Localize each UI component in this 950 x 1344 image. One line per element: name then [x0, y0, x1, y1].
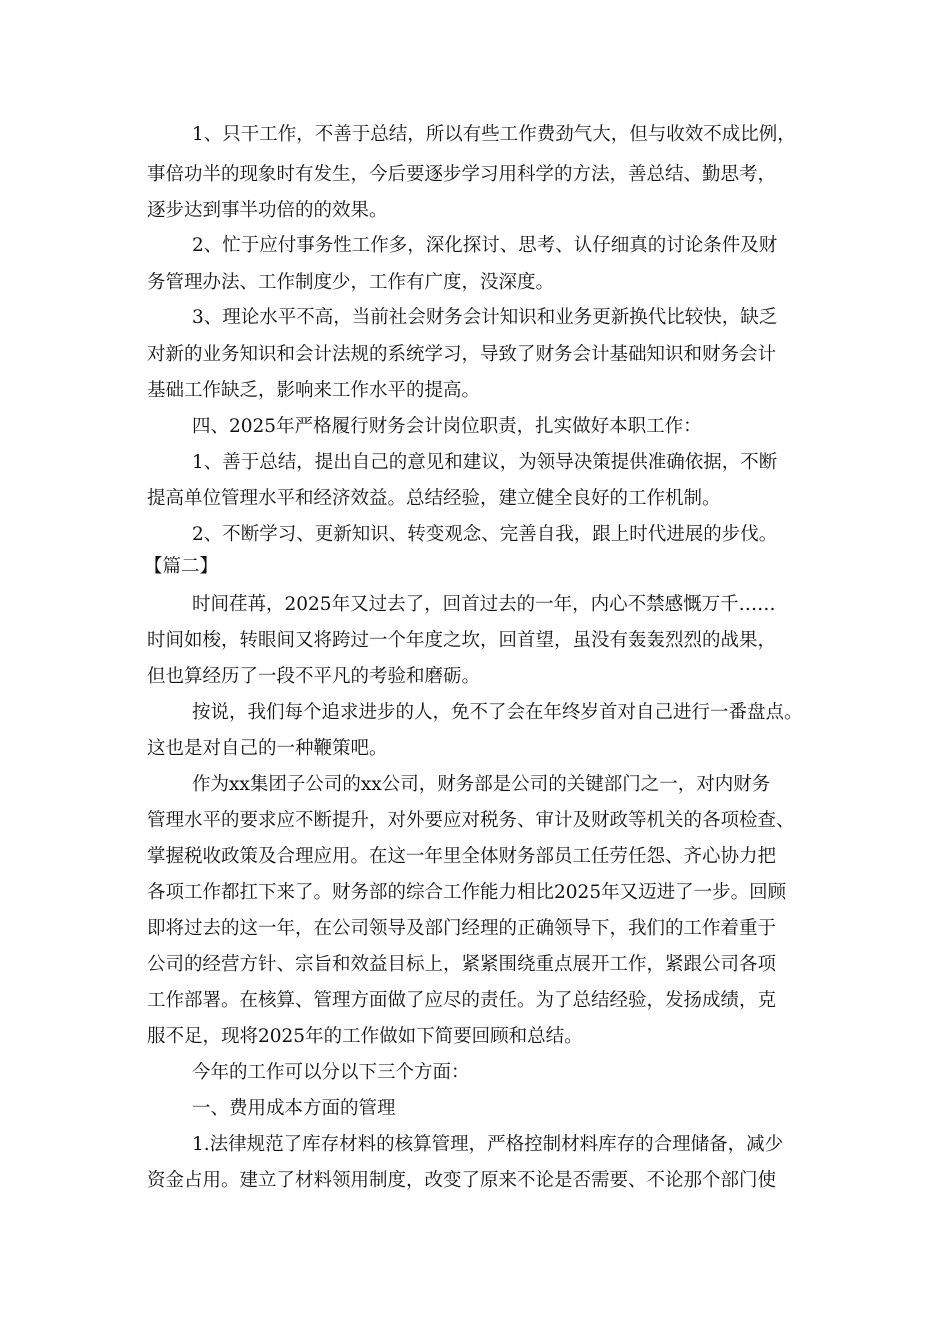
- text-line: 务管理办法、工作制度少，工作有广度，没深度。: [147, 272, 555, 293]
- text-line: 公司的经营方针、宗旨和效益目标上，紧紧围绕重点展开工作，紧跟公司各项: [147, 954, 777, 975]
- text-line: 1、只干工作，不善于总结，所以有些工作费劲气大，但与收效不成比例，: [192, 124, 796, 145]
- text-line: 各项工作都扛下来了。财务部的综合工作能力相比2025年又迈进了一步。回顾: [147, 882, 787, 903]
- text-line: 这也是对自己的一种鞭策吧。: [147, 738, 388, 759]
- text-line: 掌握税收政策及合理应用。在这一年里全体财务部员工任劳任怨、齐心协力把: [147, 846, 777, 867]
- text-line: 今年的工作可以分以下三个方面：: [192, 1062, 470, 1083]
- text-line: 即将过去的这一年，在公司领导及部门经理的正确领导下，我们的工作着重于: [147, 918, 777, 939]
- part-heading: 【篇二】: [144, 556, 219, 577]
- text-line: 事倍功半的现象时有发生，今后要逐步学习用科学的方法，善总结、勤思考，: [147, 164, 777, 185]
- text-line: 作为xx集团子公司的xx公司，财务部是公司的关键部门之一，对内财务: [192, 774, 771, 795]
- section-heading: 四、2025年严格履行财务会计岗位职责，扎实做好本职工作：: [192, 416, 702, 437]
- text-line: 基础工作缺乏，影响来工作水平的提高。: [147, 380, 481, 401]
- text-line: 2、不断学习、更新知识、转变观念、完善自我，跟上时代进展的步伐。: [192, 524, 778, 545]
- text-line: 3、理论水平不高，当前社会财务会计知识和业务更新换代比较快，缺乏: [192, 307, 778, 328]
- text-line: 工作部署。在核算、管理方面做了应尽的责任。为了总结经验，发扬成绩，克: [147, 990, 777, 1011]
- text-line: 逐步达到事半功倍的的效果。: [147, 200, 388, 221]
- text-line: 按说，我们每个追求进步的人，免不了会在年终岁首对自己进行一番盘点。: [192, 702, 803, 723]
- text-line: 2、忙于应付事务性工作多，深化探讨、思考、认仔细真的讨论条件及财: [192, 235, 778, 256]
- text-line: 时间如梭，转眼间又将跨过一个年度之坎，回首望，虽没有轰轰烈烈的战果，: [147, 630, 777, 651]
- text-line: 资金占用。建立了材料领用制度，改变了原来不论是否需要、不论那个部门使: [147, 1170, 777, 1191]
- text-line: 但也算经历了一段不平凡的考验和磨砺。: [147, 666, 481, 687]
- text-line: 1、善于总结，提出自己的意见和建议，为领导决策提供准确依据，不断: [192, 452, 778, 473]
- text-line: 服不足，现将2025年的工作做如下简要回顾和总结。: [147, 1026, 583, 1047]
- text-line: 对新的业务知识和会计法规的系统学习，导致了财务会计基础知识和财务会计: [147, 344, 777, 365]
- text-line: 1.法律规范了库存材料的核算管理，严格控制材料库存的合理储备，减少: [192, 1134, 784, 1155]
- text-line: 时间荏苒，2025年又过去了，回首过去的一年，内心不禁感慨万千……: [192, 594, 776, 615]
- text-line: 管理水平的要求应不断提升，对外要应对税务、审计及财政等机关的各项检查、: [147, 810, 795, 831]
- section-heading: 一、费用成本方面的管理: [192, 1098, 396, 1119]
- text-line: 提高单位管理水平和经济效益。总结经验，建立健全良好的工作机制。: [147, 488, 721, 509]
